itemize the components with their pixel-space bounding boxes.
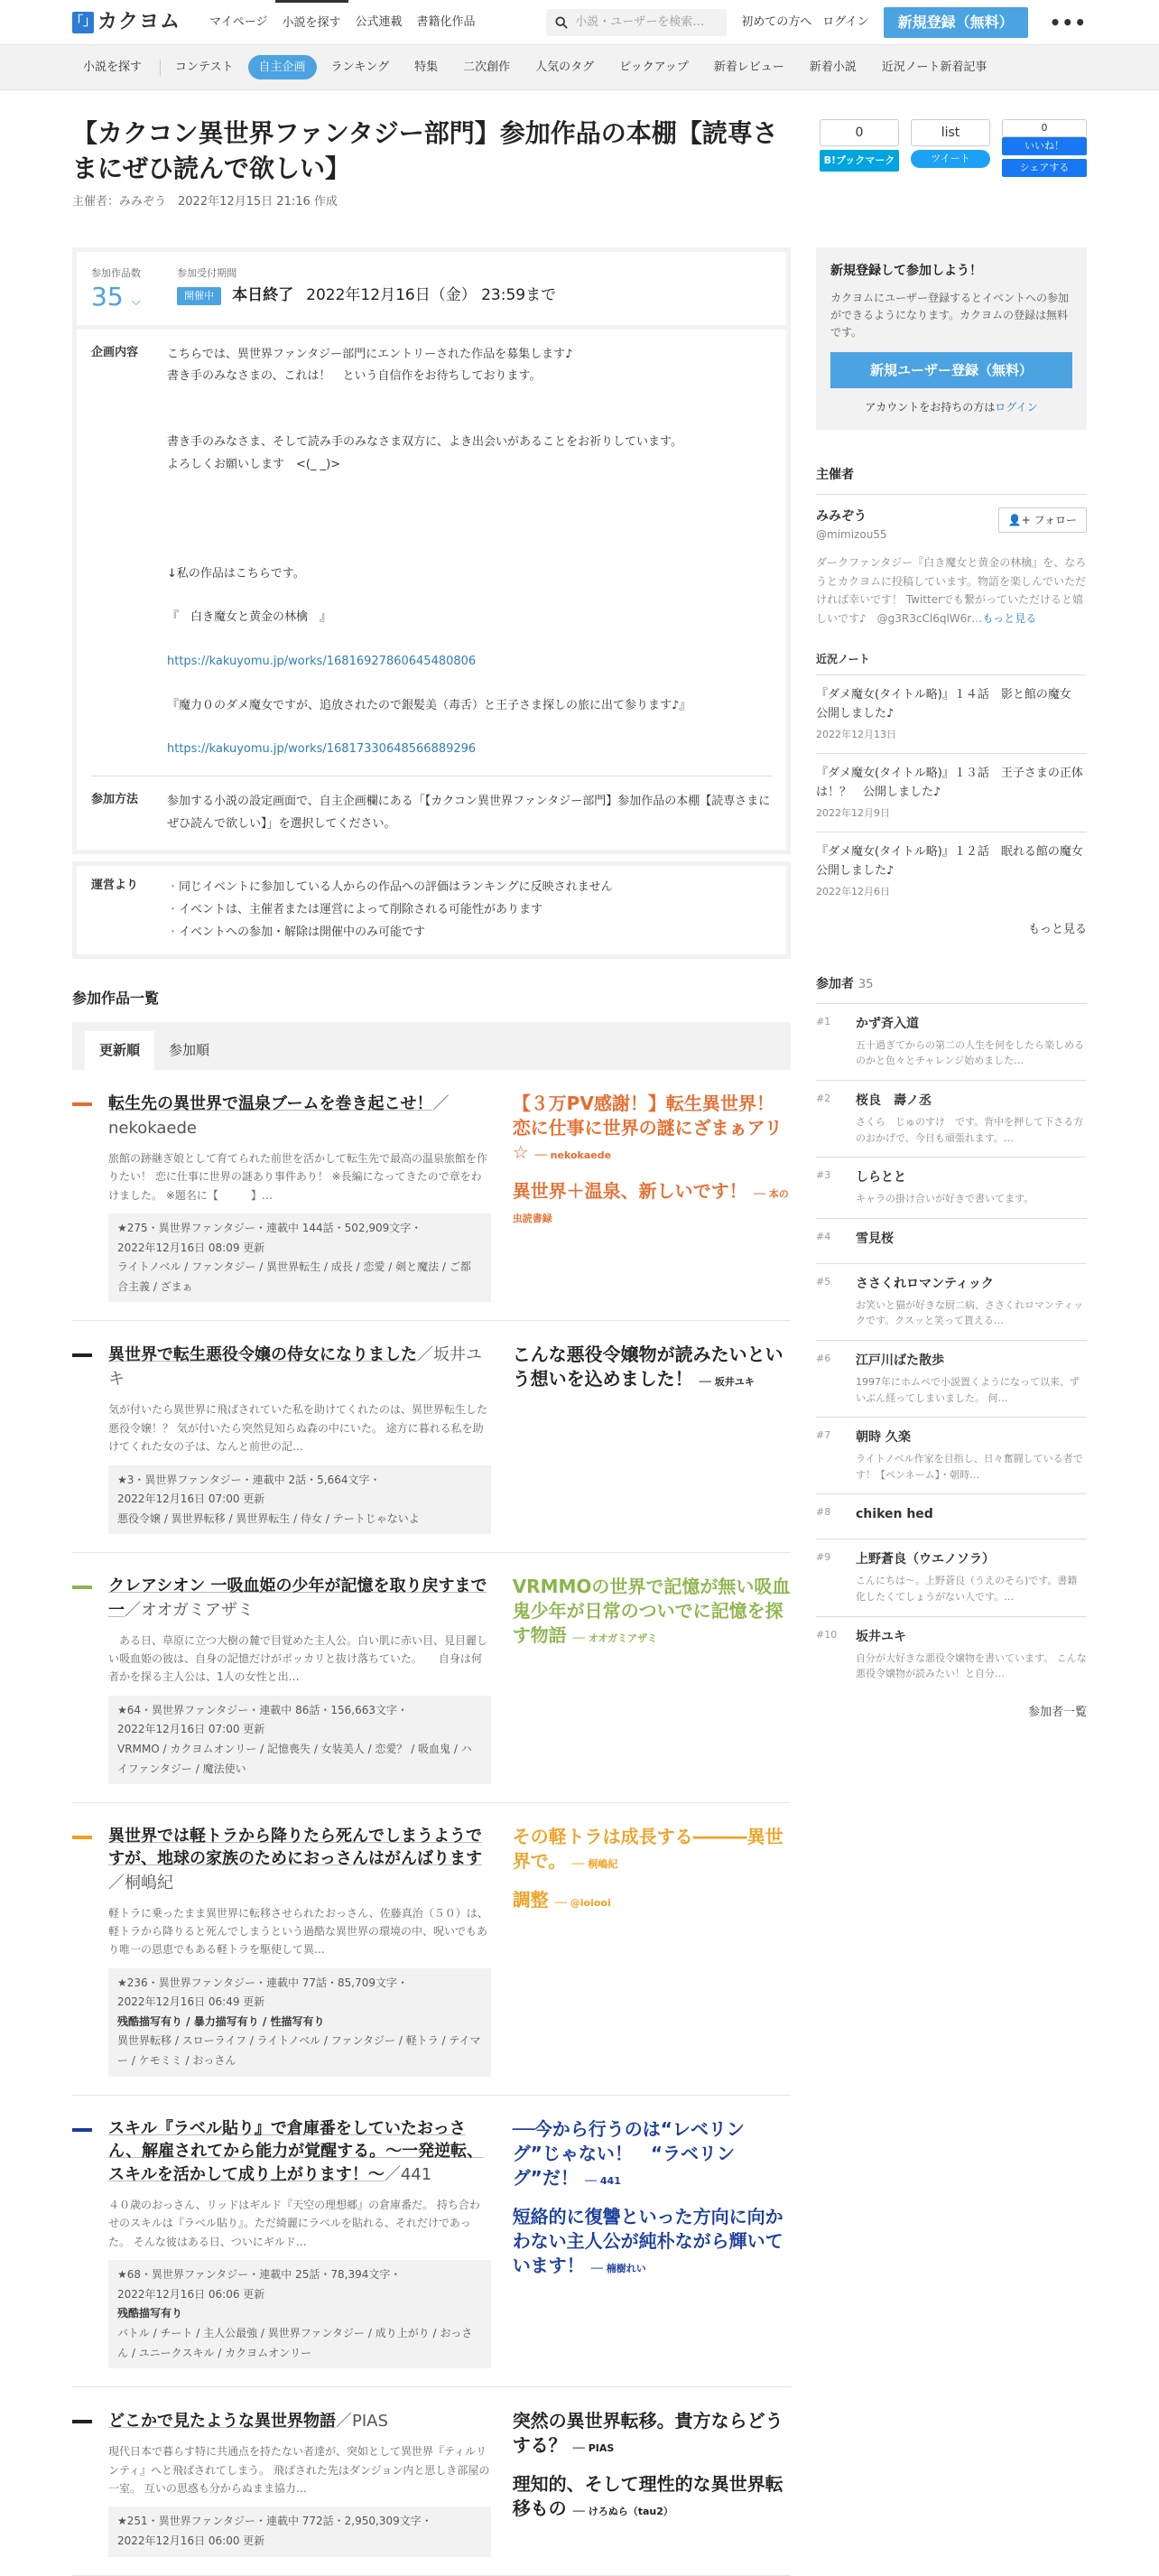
work-stats: ★3・異世界ファンタジー・連載中 2話・5,664文字・ (117, 1473, 381, 1486)
logo-text: カクヨム (97, 11, 181, 33)
fb-like-button[interactable]: いいね！ (1002, 137, 1087, 155)
end-date: 2022年12月16日（金） 23:59まで (306, 286, 557, 305)
work-color-bar (72, 1836, 92, 1839)
participants-heading: 参加者 35 (816, 975, 1087, 1004)
content-line (167, 674, 691, 695)
organizer-name[interactable]: みみぞう (816, 509, 867, 525)
work-color-bar (72, 1102, 92, 1106)
tab-updated[interactable]: 更新順 (85, 1031, 154, 1070)
fb-share-button[interactable]: シェアする (1002, 159, 1087, 177)
participant[interactable]: #6 江戸川ばた散歩 1997年にホムペで小説置くようになって以来、ずいぶん経ってしまいました。 何… (816, 1341, 1087, 1418)
event-content (77, 330, 786, 776)
nav-mypage[interactable]: マイページ (209, 14, 268, 29)
logo-mark: 「」 (72, 12, 94, 33)
catchcopy[interactable]: こんな悪役令嬢物が読みたいという想いを込めました！ ── 坂井ユキ (512, 1344, 783, 1390)
nav-official[interactable]: 公式連載 (355, 14, 403, 29)
content-line: よろしくお願いします <(_ _)> (167, 457, 341, 471)
work-color-bar (72, 1586, 92, 1589)
work-tags[interactable]: 異世界転移 / スローライフ / ライトノベル / ファンタジー / 軽トラ / テイマー / ケモミミ / おっさん (117, 2034, 481, 2068)
today-end-label: 本日終了 (232, 286, 294, 305)
works-heading: 参加作品一覧 (72, 990, 160, 1008)
content-line: 書き手のみなさまの、これは！ という自信作をお待ちしております。 (167, 369, 542, 384)
content-line (167, 477, 691, 498)
sub-nav (0, 45, 1159, 90)
count-label: 参加作品数 (91, 266, 141, 279)
catchcopy[interactable]: その軽トラは成長する―――異世界で。 ── 桐嶋紀 (512, 1826, 783, 1873)
near-more-link[interactable]: もっと見る (1027, 923, 1087, 937)
work-meta (108, 1214, 491, 1302)
participant[interactable]: #10 坂井ユキ 自分が大好きな悪役令嬢物を書いています。 こんな悪役令嬢物が読みたい！と自分… (816, 1628, 1087, 1680)
work-stats: ★68・異世界ファンタジー・連載中 25話・78,394文字・ (117, 2268, 402, 2282)
work-catchcopies (513, 1825, 791, 2077)
near-date: 2022年12月9日 (816, 806, 890, 819)
catchcopy[interactable]: ──今から行うのは“レベリング”じゃない！ “ラベリング”だ！ ── 441 (512, 2117, 745, 2189)
work-meta (108, 1696, 491, 1784)
participant[interactable]: #4 雪見桜 (816, 1219, 1087, 1264)
work-item (72, 1803, 791, 2096)
work-intro: 軽トラに乗ったまま異世界に転移させられたおっさん、佐藤真治（５０）は、軽トラから降りると死んでしまうという過酷な異世界の環境の中、呪いでもあり唯一の恩恵でもある軽トラを駆使して異… (108, 1906, 488, 1957)
content-line: 『魔力０のダメ魔女ですが、追放されたので銀髪美（毒舌）と王子さま探しの旅に出て参ります♪』 (167, 698, 691, 712)
follow-icon: 👤+ (1007, 514, 1031, 527)
work-link[interactable]: https://kakuyomu.jp/works/16817330648566889296 (167, 742, 477, 757)
signup-cta (816, 247, 1087, 431)
search-placeholder: 小説・ユーザーを検索… (575, 14, 705, 29)
sort-tabs (72, 1022, 791, 1070)
content-columns (72, 247, 1095, 2576)
work-color-bar (72, 2128, 92, 2132)
organizer-id: @mimizou55 (816, 528, 887, 542)
work-meta (108, 1465, 491, 1535)
note-item: ・ 同じイベントに参加している人からの作品への評価はランキングに反映されません (167, 877, 613, 899)
login-link[interactable]: ログイン (822, 14, 869, 29)
content-label: 企画内容 (91, 345, 139, 359)
participant[interactable]: #8 chiken hed (816, 1494, 1087, 1539)
work-catchcopies (513, 2409, 791, 2556)
work-tags[interactable]: バトル / チート / 主人公最強 / 異世界ファンタジー / 成り上がり / おっさん / ユニークスキル / カクヨムオンリー (117, 2326, 473, 2359)
participant[interactable]: #7 朝時 久楽 ライトノベル作家を目指し、日々奮闘している者です！【ペンネーム】・朝時… (816, 1418, 1087, 1494)
work-item (72, 2387, 791, 2575)
search-icon (555, 16, 568, 29)
page-wrap (72, 116, 1095, 2576)
organizer-more-link[interactable]: もっと見る (982, 611, 1037, 625)
work-title-link[interactable]: クレアシオン 一吸血姫の少年が記憶を取り戻すまで一／オオガミアザミ (108, 1576, 487, 1620)
work-catchcopies (513, 2117, 791, 2369)
organizer-heading: 主催者 (816, 466, 1087, 495)
work-intro: 現代日本で暮らす特に共通点を持たない者達が、突如として異世界『ティルリンティ』へと飛ばされてしまう。 飛ばされた先はダンジョン内と思しき部屋の一室。 互いの思惑も分からぬまま協力… (108, 2445, 490, 2495)
subnav-contest[interactable]: コンテスト (175, 60, 234, 74)
tweet-button[interactable]: ツイート (911, 150, 990, 168)
subnav-reviews[interactable]: 新着レビュー (713, 60, 784, 74)
work-title-link[interactable]: どこかで見たような異世界物語／PIAS (108, 2412, 388, 2432)
work-updated: 2022年12月16日 08:09 更新 (117, 1241, 265, 1254)
signup-button[interactable]: 新規登録（無料） (884, 7, 1028, 38)
content-line (167, 498, 691, 520)
content-line (167, 388, 691, 410)
note-item: ・ イベントは、主催者または運営によって削除される可能性があります (167, 899, 613, 922)
method-text: 参加する小説の設定画面で、自主企画欄にある「【カクコン異世界ファンタジー部門】参加作品の本棚【読専さまにぜひ読んで欲しい】」を選択してください。 (167, 794, 771, 831)
work-warnings: 残酷描写有り (117, 2307, 183, 2320)
hatena-bookmark-button[interactable]: B!ブックマーク (820, 150, 899, 172)
near-date: 2022年12月13日 (816, 728, 896, 740)
chevron-down-icon: ⌵ (131, 294, 142, 310)
cta-text: カクヨムにユーザー登録するとイベントへの参加ができるようになります。カクヨムの登録は無料です。 (830, 291, 1070, 339)
work-title-link[interactable]: 異世界で転生悪役令嬢の侍女になりました／坂井ユキ (108, 1345, 482, 1390)
subnav-notes[interactable]: 近況ノート新着記事 (881, 60, 987, 74)
period-label: 参加受付期間 (177, 266, 237, 279)
search-input[interactable] (546, 9, 727, 36)
work-catchcopies (513, 1575, 791, 1784)
nav-find-novels[interactable]: 小説を探す (275, 0, 348, 45)
catchcopy[interactable]: VRMMOの世界で記憶が無い吸血鬼少年が日常のついでに記憶を探す物語 ── オオガミアザミ (512, 1576, 791, 1647)
participant[interactable]: #5 ささくれロマンティック お笑いと猫が好きな厨二病、ささくれロマンティックです。クスッと笑って貰える… (816, 1264, 1087, 1341)
top-header (0, 0, 1159, 45)
subnav-pickup[interactable]: ピックアップ (619, 60, 689, 74)
subnav-tags[interactable]: 人気のタグ (535, 60, 595, 74)
work-item (72, 1070, 791, 1322)
near-item[interactable] (816, 675, 1087, 754)
near-item[interactable] (816, 754, 1087, 832)
content-line: こちらでは、異世界ファンタジー部門にエントリーされた作品を募集します♪ (167, 347, 573, 361)
admin-notes (72, 861, 791, 959)
content-line (167, 585, 691, 607)
subnav-new-novels[interactable]: 新着小説 (809, 60, 857, 74)
near-item[interactable] (816, 832, 1095, 910)
catchcopy[interactable]: 理知的、そして理性的な異世界転移もの ── けろぬら（tau2） (512, 2473, 783, 2520)
work-intro: ４０歳のおっさん、リッドはギルド『天空の理想郷』の倉庫番だ。 持ち合わせのスキルは『ラベル貼り』。ただ綺麗にラベルを貼れる、それだけであった。 そんな彼はある日、ついにギルド… (108, 2199, 480, 2248)
work-updated: 2022年12月16日 07:00 更新 (117, 1723, 265, 1736)
work-meta (108, 2260, 491, 2368)
work-stats: ★251・異世界ファンタジー・連載中 772話・2,950,309文字・ (117, 2515, 432, 2528)
work-color-bar (72, 1353, 92, 1357)
subnav-feature[interactable]: 特集 (414, 60, 439, 74)
near-title: 『ダメ魔女(タイトル略)』１３話 王子さまの正体は！？ 公開しました♪ (816, 767, 1083, 799)
work-item (72, 1553, 791, 1803)
work-link[interactable]: https://kakuyomu.jp/works/16816927860645480806 (167, 654, 477, 668)
work-meta (108, 1968, 491, 2077)
near-title: 『ダメ魔女(タイトル略)』１２話 眠れる館の魔女 公開しました♪ (816, 845, 1095, 878)
work-title-link[interactable]: 異世界では軽トラから降りたら死んでしまうようですが、地球の家族のためにおっさんはがんばります／桐嶋紀 (108, 1827, 482, 1892)
content-line (167, 520, 691, 542)
participant[interactable]: #3 しらとと キャラの掛け合いが好きで書いてます。 (816, 1158, 1087, 1219)
near-title: 『ダメ魔女(タイトル略)』１４話 影と館の魔女 公開しました♪ (816, 688, 1083, 721)
content-line (167, 717, 691, 739)
work-item (72, 2096, 791, 2388)
method-label: 参加方法 (91, 792, 139, 806)
logo[interactable] (72, 7, 181, 37)
catchcopy[interactable]: 異世界＋温泉、新しいです！ ── 本の虫読書録 (512, 1179, 789, 1224)
subnav-user-events[interactable]: 自主企画 (248, 55, 317, 80)
work-count[interactable]: 35 ⌵ (91, 282, 142, 312)
more-menu-icon[interactable]: ••• (1049, 11, 1087, 33)
subnav-fanfic[interactable]: 二次創作 (463, 60, 511, 74)
content-line: ↓私の作品はこちらです。 (167, 566, 305, 581)
work-updated: 2022年12月16日 06:49 更新 (117, 1995, 265, 2009)
follow-button[interactable]: 👤+ フォロー (998, 507, 1087, 533)
sidebar (816, 247, 1095, 2576)
side-login-link[interactable]: ログイン (995, 401, 1038, 414)
participants-more-link[interactable]: 参加者一覧 (1027, 1705, 1087, 1719)
work-intro: 旅館の跡継ぎ娘として育てられた前世を活かして転生先で最高の温泉旅館を作りたい！ 恋に仕事に世界の謎あり事件あり！ ※長編になってきたので章をわけました。 ※題名に【 】… (108, 1151, 488, 1202)
subnav-divider (160, 60, 161, 76)
side-login: アカウントをお持ちの方はログイン (865, 401, 1038, 414)
work-item (72, 1321, 791, 1553)
page-meta: 主催者：みみぞう 2022年12月15日 21:16 作成 (72, 195, 338, 209)
catchcopy[interactable]: 短絡的に復讐といった方向に向かわない主人公が純朴ながら輝いています！ ── 楠樹れい (512, 2205, 783, 2276)
top-nav (202, 0, 483, 45)
cta-title: 新規登録して参加しよう！ (830, 263, 982, 278)
fb-count: 0 (1002, 119, 1087, 137)
event-method (77, 777, 786, 850)
participant[interactable]: #2 桜良 壽ノ丞 さくら じゅのすけ です。背中を押して下さる方のおかげで、今日も頑張れます。… (816, 1081, 1087, 1158)
event-stats (77, 252, 786, 330)
work-updated: 2022年12月16日 07:00 更新 (117, 1493, 265, 1506)
near-heading: 近況ノート (816, 651, 1087, 675)
beginner-link[interactable]: 初めての方へ (741, 14, 812, 29)
content-body (167, 344, 691, 761)
content-line (167, 542, 691, 563)
nav-books[interactable]: 書籍化作品 (416, 14, 476, 29)
content-line (167, 410, 691, 432)
work-catchcopies (513, 1343, 791, 1534)
work-title-link[interactable]: スキル『ラベル貼り』で倉庫番をしていたおっさん、解雇されてから能力が覚醒する。～一発逆転、スキルを活かして成り上がります！～／441 (108, 2118, 484, 2185)
side-signup-button[interactable]: 新規ユーザー登録（無料） (830, 352, 1072, 388)
work-updated: 2022年12月16日 06:06 更新 (117, 2287, 265, 2301)
status-badge: 開催中 (177, 287, 221, 306)
catchcopy[interactable]: 【３万PV感謝！】転生異世界！恋に仕事に世界の謎にざまぁアリ☆ ── nekokaede (512, 1092, 783, 1163)
page-title: 【カクコン異世界ファンタジー部門】参加作品の本棚【読専さまにぜひ読んで欲しい】 (72, 118, 778, 184)
list-box[interactable]: list (911, 119, 990, 146)
work-tags[interactable]: VRMMO / カクヨムオンリー / 記憶喪失 / 女装美人 / 恋愛？ / 吸血鬼 / ハイファンタジー / 魔法使い (117, 1742, 472, 1775)
work-catchcopies (513, 1092, 791, 1303)
organizer (816, 507, 1087, 543)
participant[interactable]: #9 上野蒼良（ウエノソラ） こんにちは～。上野蒼良（うえのそら)です。書籍化したくてしょうがない人です。… (816, 1539, 1087, 1616)
work-stats: ★236・異世界ファンタジー・連載中 77話・85,709文字・ (117, 1976, 409, 1989)
title-row (72, 116, 1087, 211)
work-title-link[interactable]: 転生先の異世界で温泉ブームを巻き起こせ！／nekokaede (108, 1093, 450, 1138)
work-tags[interactable]: ライトノベル / ファンタジー / 異世界転生 / 成長 / 恋愛 / 剣と魔法 / ご都合主義 / ざまぁ (117, 1260, 471, 1293)
note-item: ・ イベントへの参加・解除は開催中のみ可能です (167, 922, 613, 944)
near-date: 2022年12月6日 (816, 885, 890, 897)
work-warnings: 残酷描写有り / 暴力描写有り / 性描写有り (117, 2014, 325, 2028)
catchcopy[interactable]: 突然の異世界転移。貴方ならどうする？ ── PIAS (512, 2410, 783, 2457)
works-list (72, 1070, 791, 2576)
tab-joined[interactable]: 参加順 (169, 1042, 210, 1059)
catchcopy[interactable]: 調整 ── @ioiooi (512, 1889, 611, 1911)
work-intro: ある日、草原に立つ大樹の麓で目覚めた主人公。白い肌に赤い目、見目麗しい吸血姫の彼は、自身の記憶だけがポッカリと抜け落ちていた。 自身は何者かを探る主人公は、1人の女性と出… (108, 1633, 488, 1684)
content-line: 『 白き魔女と黄金の林檎 』 (167, 610, 332, 625)
event-info (72, 247, 791, 854)
participants-list (816, 1004, 1087, 1693)
work-stats: ★275・異世界ファンタジー・連載中 144話・502,909文字・ (117, 1222, 422, 1235)
organizer-desc: ダークファンタジー『白き魔女と黄金の林檎』を、なろうとカクヨムに投稿しています。物語を楽しんでいただければ幸いです！ Twitterでも繋がっていただけると嬉しいです♪ @g3R3cCl6qlW6r…もっと見る (816, 556, 1087, 625)
share-buttons (820, 116, 1087, 211)
work-meta (108, 2506, 491, 2556)
content-line: 書き手のみなさま、そして読み手のみなさま双方に、よき出会いがあることをお祈りしています。 (167, 435, 682, 450)
subnav-find[interactable]: 小説を探す (83, 60, 143, 74)
notes-label: 運営より (91, 879, 139, 893)
header-actions (546, 7, 1087, 38)
work-stats: ★64・異世界ファンタジー・連載中 86話・156,663文字・ (117, 1703, 409, 1716)
subnav-ranking[interactable]: ランキング (330, 60, 390, 74)
participant[interactable]: #1 かず斉入道 五十過ぎてからの第二の人生を何をしたら楽しめるのかと色々とチャレンジ始めました… (816, 1004, 1087, 1081)
work-intro: 気が付いたら異世界に飛ばされていた私を助けてくれたのは、異世界転生した悪役令嬢！？ 気が付いたら突然見知らぬ森の中にいた。 途方に暮れる私を助けてくれた女の子は、なんと前世の記… (108, 1403, 488, 1454)
work-tags[interactable]: 悪役令嬢 / 異世界転移 / 異世界転生 / 侍女 / テートじゃないよ (117, 1511, 420, 1525)
main-column (72, 247, 791, 2576)
work-color-bar (72, 2420, 92, 2423)
content-line (167, 629, 691, 651)
bookmark-count: 0 (820, 119, 899, 146)
work-updated: 2022年12月16日 06:00 更新 (117, 2534, 265, 2547)
